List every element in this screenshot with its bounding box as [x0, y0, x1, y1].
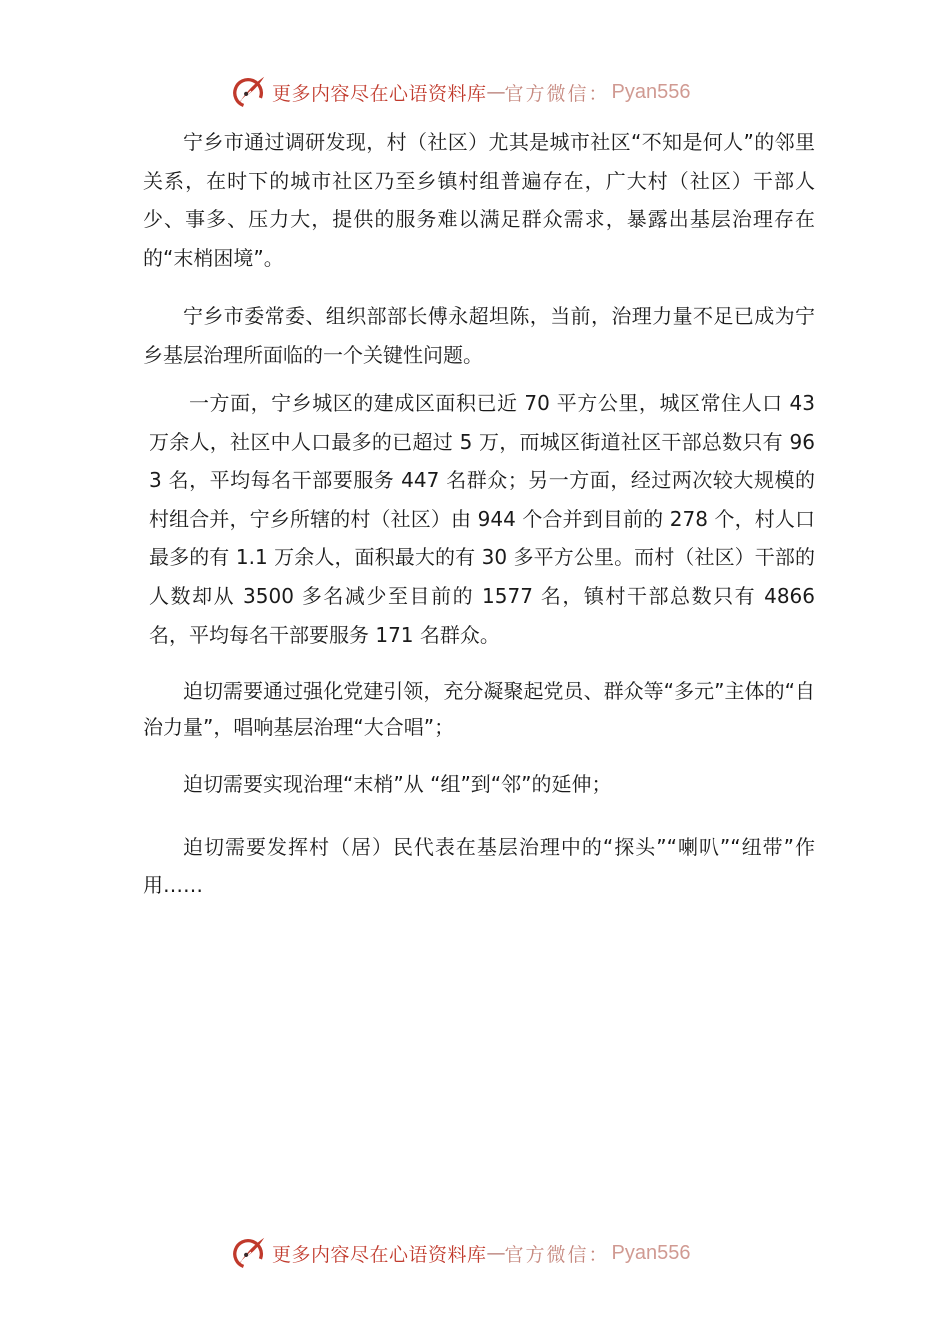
paragraph-6: 迫切需要发挥村（居）民代表在基层治理中的“探头”“喇叭”“纽带”作用…… — [143, 834, 815, 898]
quill-pen-logo-icon — [230, 73, 268, 111]
watermark-brand-text: 更多内容尽在心语资料库 — [272, 82, 487, 105]
document-body — [143, 123, 815, 925]
paragraph-3: 一方面，宁乡城区的建成区面积已近 70 平方公里，城区常住人口 43 万余人，社区中人口最多的已超过 5 万，而城区街道社区干部总数只有 963 名，平均每名干部要服务 447 名群众；另一方面，经过两次较大规模的村组合并，宁乡所辖的村（社区）由 944 个合并到目前的 278 个，村人口最多的有 1.1 万余人，面积最大的有 30 多平方公里。而村（社区）干部的人数却从 3500 多名减少至目前的 1577 名，镇村干部总数只有 4866 名，平均每名干部要服务 171 名群众。 — [149, 391, 815, 647]
watermark-dash: — — [486, 81, 505, 103]
quill-pen-logo-icon — [230, 1234, 268, 1272]
watermark-dash: — — [486, 1242, 505, 1264]
watermark-wechat-id: Pyan556 — [611, 80, 691, 103]
watermark-brand-text: 更多内容尽在心语资料库 — [272, 1243, 487, 1266]
watermark-wechat-id: Pyan556 — [611, 1241, 691, 1264]
header-watermark — [230, 72, 691, 112]
paragraph-5: 迫切需要实现治理“末梢”从 “组”到“邻”的延伸； — [183, 772, 612, 797]
paragraph-2: 宁乡市委常委、组织部部长傅永超坦陈，当前，治理力量不足已成为宁乡基层治理所面临的一个关键性问题。 — [143, 304, 815, 367]
paragraph-4: 迫切需要通过强化党建引领，充分凝聚起党员、群众等“多元”主体的“自治力量”，唱响基层治理“大合唱”； — [143, 679, 815, 739]
paragraph-1: 宁乡市通过调研发现，村（社区）尤其是城市社区“不知是何人”的邻里关系，在时下的城市社区乃至乡镇村组普遍存在，广大村（社区）干部人少、事多、压力大，提供的服务难以满足群众需求，暴露出基层治理存在的“末梢困境”。 — [143, 130, 815, 270]
watermark-wechat-label: 官方微信： — [504, 1243, 610, 1266]
watermark-wechat-label: 官方微信： — [504, 82, 610, 105]
footer-watermark — [230, 1233, 691, 1273]
